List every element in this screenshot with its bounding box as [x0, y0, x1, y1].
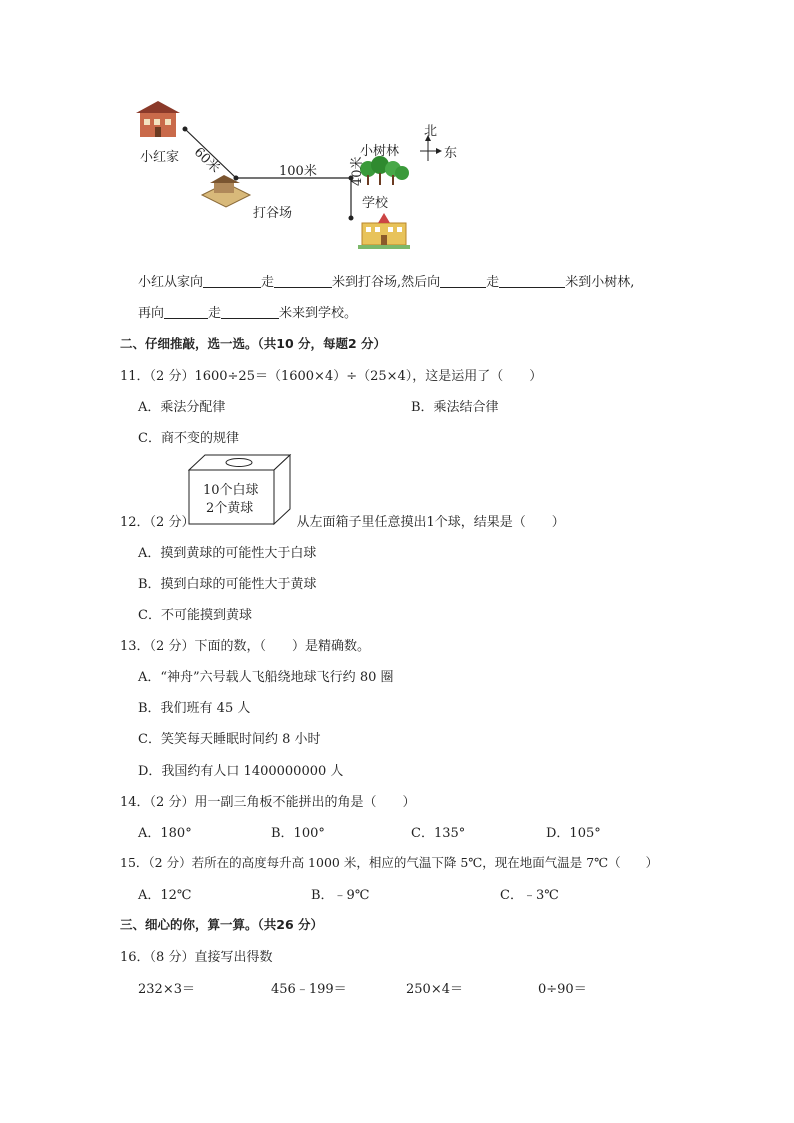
- q12-option-b[interactable]: B．摸到白球的可能性大于黄球: [138, 577, 317, 592]
- q14-stem: 14．（2 分）用一副三角板不能拼出的角是（ ）: [120, 795, 416, 810]
- q15-option-a[interactable]: A．12℃: [138, 888, 192, 903]
- q14-option-d[interactable]: D．105°: [546, 826, 601, 841]
- q14-option-a[interactable]: A．180°: [138, 826, 192, 841]
- blank-distance-3[interactable]: [221, 304, 279, 319]
- blank-distance-2[interactable]: [499, 273, 565, 288]
- q14-option-c[interactable]: C．135°: [411, 826, 466, 841]
- q14-option-b[interactable]: B．100°: [271, 826, 325, 841]
- home-label: 小红家: [140, 150, 180, 165]
- fill-sentence-line2: 再向 走 米来到学校。: [138, 306, 358, 321]
- q13-stem: 13．（2 分）下面的数，（ ）是精确数。: [120, 639, 370, 654]
- section-2-title: 二、仔细推敲，选一选。（共10 分，每题2 分）: [120, 336, 387, 351]
- q13-option-d[interactable]: D．我国约有人口 1400000000 人: [138, 764, 344, 779]
- box-label-white-balls: 10个白球: [203, 483, 259, 498]
- school-label: 学校: [362, 196, 389, 211]
- compass-north-label: 北: [424, 124, 438, 139]
- box-label-yellow-balls: 2个黄球: [206, 501, 254, 516]
- q11-option-b[interactable]: B．乘法结合律: [411, 400, 499, 415]
- q15-stem: 15．（2 分）若所在的高度每升高 1000 米，相应的气温下降 5℃，现在地面气温是 7℃（ ）: [120, 855, 659, 870]
- threshing-floor-icon: [202, 175, 250, 207]
- distance-40-label: 40米: [350, 156, 365, 186]
- q16-expression-4: 0÷90＝: [538, 982, 587, 997]
- grove-label: 小树林: [360, 144, 400, 159]
- section-3-title: 三、细心的你，算一算。（共26 分）: [120, 917, 323, 932]
- school-icon: [358, 213, 410, 249]
- compass-east-label: 东: [444, 146, 458, 161]
- blank-direction-1[interactable]: [203, 273, 261, 288]
- trees-icon: [360, 156, 409, 185]
- q13-option-c[interactable]: C．笑笑每天睡眠时间约 8 小时: [138, 732, 321, 747]
- q11-option-a[interactable]: A．乘法分配律: [138, 400, 226, 415]
- q13-option-b[interactable]: B．我们班有 45 人: [138, 701, 251, 716]
- blank-direction-3[interactable]: [164, 304, 208, 319]
- q16-expression-2: 456﹣199＝: [271, 982, 347, 997]
- q12-option-a[interactable]: A．摸到黄球的可能性大于白球: [138, 546, 317, 561]
- q11-stem: 11．（2 分）1600÷25＝（1600×4）÷（25×4），这是运用了（ ）: [120, 369, 543, 384]
- blank-direction-2[interactable]: [440, 273, 486, 288]
- q16-stem: 16．（8 分）直接写出得数: [120, 950, 273, 965]
- house-icon: [136, 101, 180, 137]
- q12-option-c[interactable]: C．不可能摸到黄球: [138, 608, 252, 623]
- threshing-floor-label: 打谷场: [253, 206, 293, 221]
- distance-60-label: 60米: [190, 144, 223, 177]
- q15-option-b[interactable]: B．﹣9℃: [311, 888, 370, 903]
- q12-stem: 12．（2 分） 从左面箱子里任意摸出1个球，结果是（ ）: [120, 515, 565, 530]
- fill-sentence-line1: 小红从家向 走 米到打谷场,然后向 走 米到小树林,: [138, 275, 635, 290]
- q11-option-c[interactable]: C．商不变的规律: [138, 431, 239, 446]
- q16-expression-1: 232×3＝: [138, 982, 195, 997]
- q13-option-a[interactable]: A．“神舟”六号载人飞船绕地球飞行约 80 圈: [138, 670, 394, 685]
- distance-100-label: 100米: [279, 164, 317, 179]
- blank-distance-1[interactable]: [274, 273, 332, 288]
- q16-expression-3: 250×4＝: [406, 982, 463, 997]
- box-opening: [226, 459, 252, 467]
- q15-option-c[interactable]: C．﹣3℃: [500, 888, 559, 903]
